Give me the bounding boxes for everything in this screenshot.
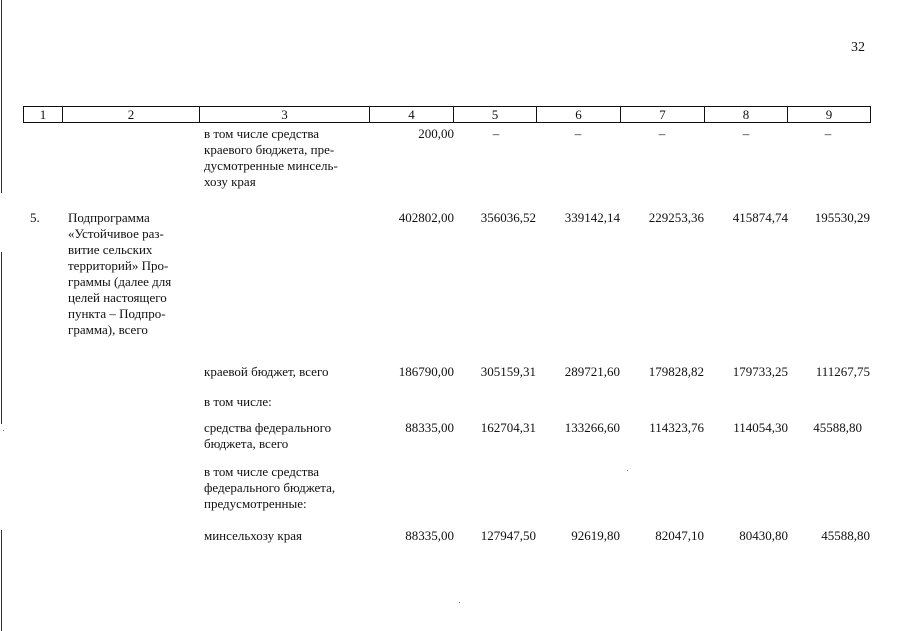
- row-regional-funds-col8: –: [742, 126, 750, 141]
- header-col-4: 4: [370, 107, 454, 123]
- row-regional-total-col7: 179828,82: [648, 364, 704, 379]
- row-regional-funds-col9: –: [824, 126, 832, 141]
- row-regional-funds-col7: –: [658, 126, 666, 141]
- row-ministry-col8: 80430,80: [739, 528, 788, 543]
- header-col-3: 3: [200, 107, 370, 123]
- scan-margin-rule: [1, 0, 2, 193]
- row-including-label: в том числе:: [204, 394, 272, 409]
- page-number: 32: [851, 40, 865, 55]
- row-subprogram-col8: 415874,74: [732, 210, 788, 225]
- row-regional-total-col8: 179733,25: [732, 364, 788, 379]
- row-ministry-col9: 45588,80: [821, 528, 870, 543]
- row-regional-funds-col5: –: [492, 126, 500, 141]
- row-subprogram-col4: 402802,00: [398, 210, 454, 225]
- row-regional-total-col4: 186790,00: [398, 364, 454, 379]
- row-ministry-col5: 127947,50: [480, 528, 536, 543]
- header-col-8: 8: [705, 107, 788, 123]
- row-federal-total-col4: 88335,00: [405, 420, 454, 435]
- row-federal-total-col5: 162704,31: [480, 420, 536, 435]
- column-number-header: [23, 106, 871, 123]
- row-ministry-col7: 82047,10: [655, 528, 704, 543]
- row-ministry-label: минсельхозу края: [204, 528, 302, 543]
- row-subprogram-index: 5.: [30, 210, 40, 225]
- row-regional-funds-label: в том числе средства краевого бюджета, пре- дусмотренные минсель- хозу края: [204, 126, 338, 189]
- scan-margin-rule: [1, 530, 2, 631]
- row-federal-total-col7: 114323,76: [649, 420, 704, 435]
- scan-speck: [459, 602, 460, 603]
- row-subprogram-label: Подпрограмма «Устойчивое раз- витие сельских территорий» Про- граммы (далее для целей настоящего пункта – Подпро- грамма), всего: [68, 210, 172, 337]
- header-col-2: 2: [63, 107, 200, 123]
- row-ministry-col6: 92619,80: [571, 528, 620, 543]
- scan-speck: [627, 470, 628, 471]
- row-federal-total-col6: 133266,60: [564, 420, 620, 435]
- row-federal-total-label: средства федерального бюджета, всего: [204, 420, 332, 451]
- row-regional-total-col9: 111267,75: [815, 364, 870, 379]
- row-regional-total-col6: 289721,60: [564, 364, 620, 379]
- row-subprogram-col9: 195530,29: [814, 210, 870, 225]
- header-col-1: 1: [24, 107, 63, 123]
- header-col-5: 5: [454, 107, 537, 123]
- row-federal-total-col8: 114054,30: [733, 420, 788, 435]
- row-federal-intended-label: в том числе средства федерального бюджета, предусмотренные:: [204, 464, 336, 511]
- header-col-6: 6: [537, 107, 621, 123]
- row-regional-funds-col6: –: [574, 126, 582, 141]
- row-subprogram-col6: 339142,14: [564, 210, 620, 225]
- row-subprogram-col7: 229253,36: [648, 210, 704, 225]
- scan-speck: [3, 430, 4, 431]
- row-regional-total-col5: 305159,31: [480, 364, 536, 379]
- row-federal-total-col9: 45588,80: [813, 420, 862, 435]
- row-ministry-col4: 88335,00: [405, 528, 454, 543]
- row-subprogram-col5: 356036,52: [480, 210, 536, 225]
- header-col-7: 7: [621, 107, 705, 123]
- row-regional-total-label: краевой бюджет, всего: [204, 364, 329, 379]
- header-col-9: 9: [788, 107, 871, 123]
- row-regional-funds-col4: 200,00: [418, 126, 454, 141]
- scan-margin-rule: [1, 252, 2, 424]
